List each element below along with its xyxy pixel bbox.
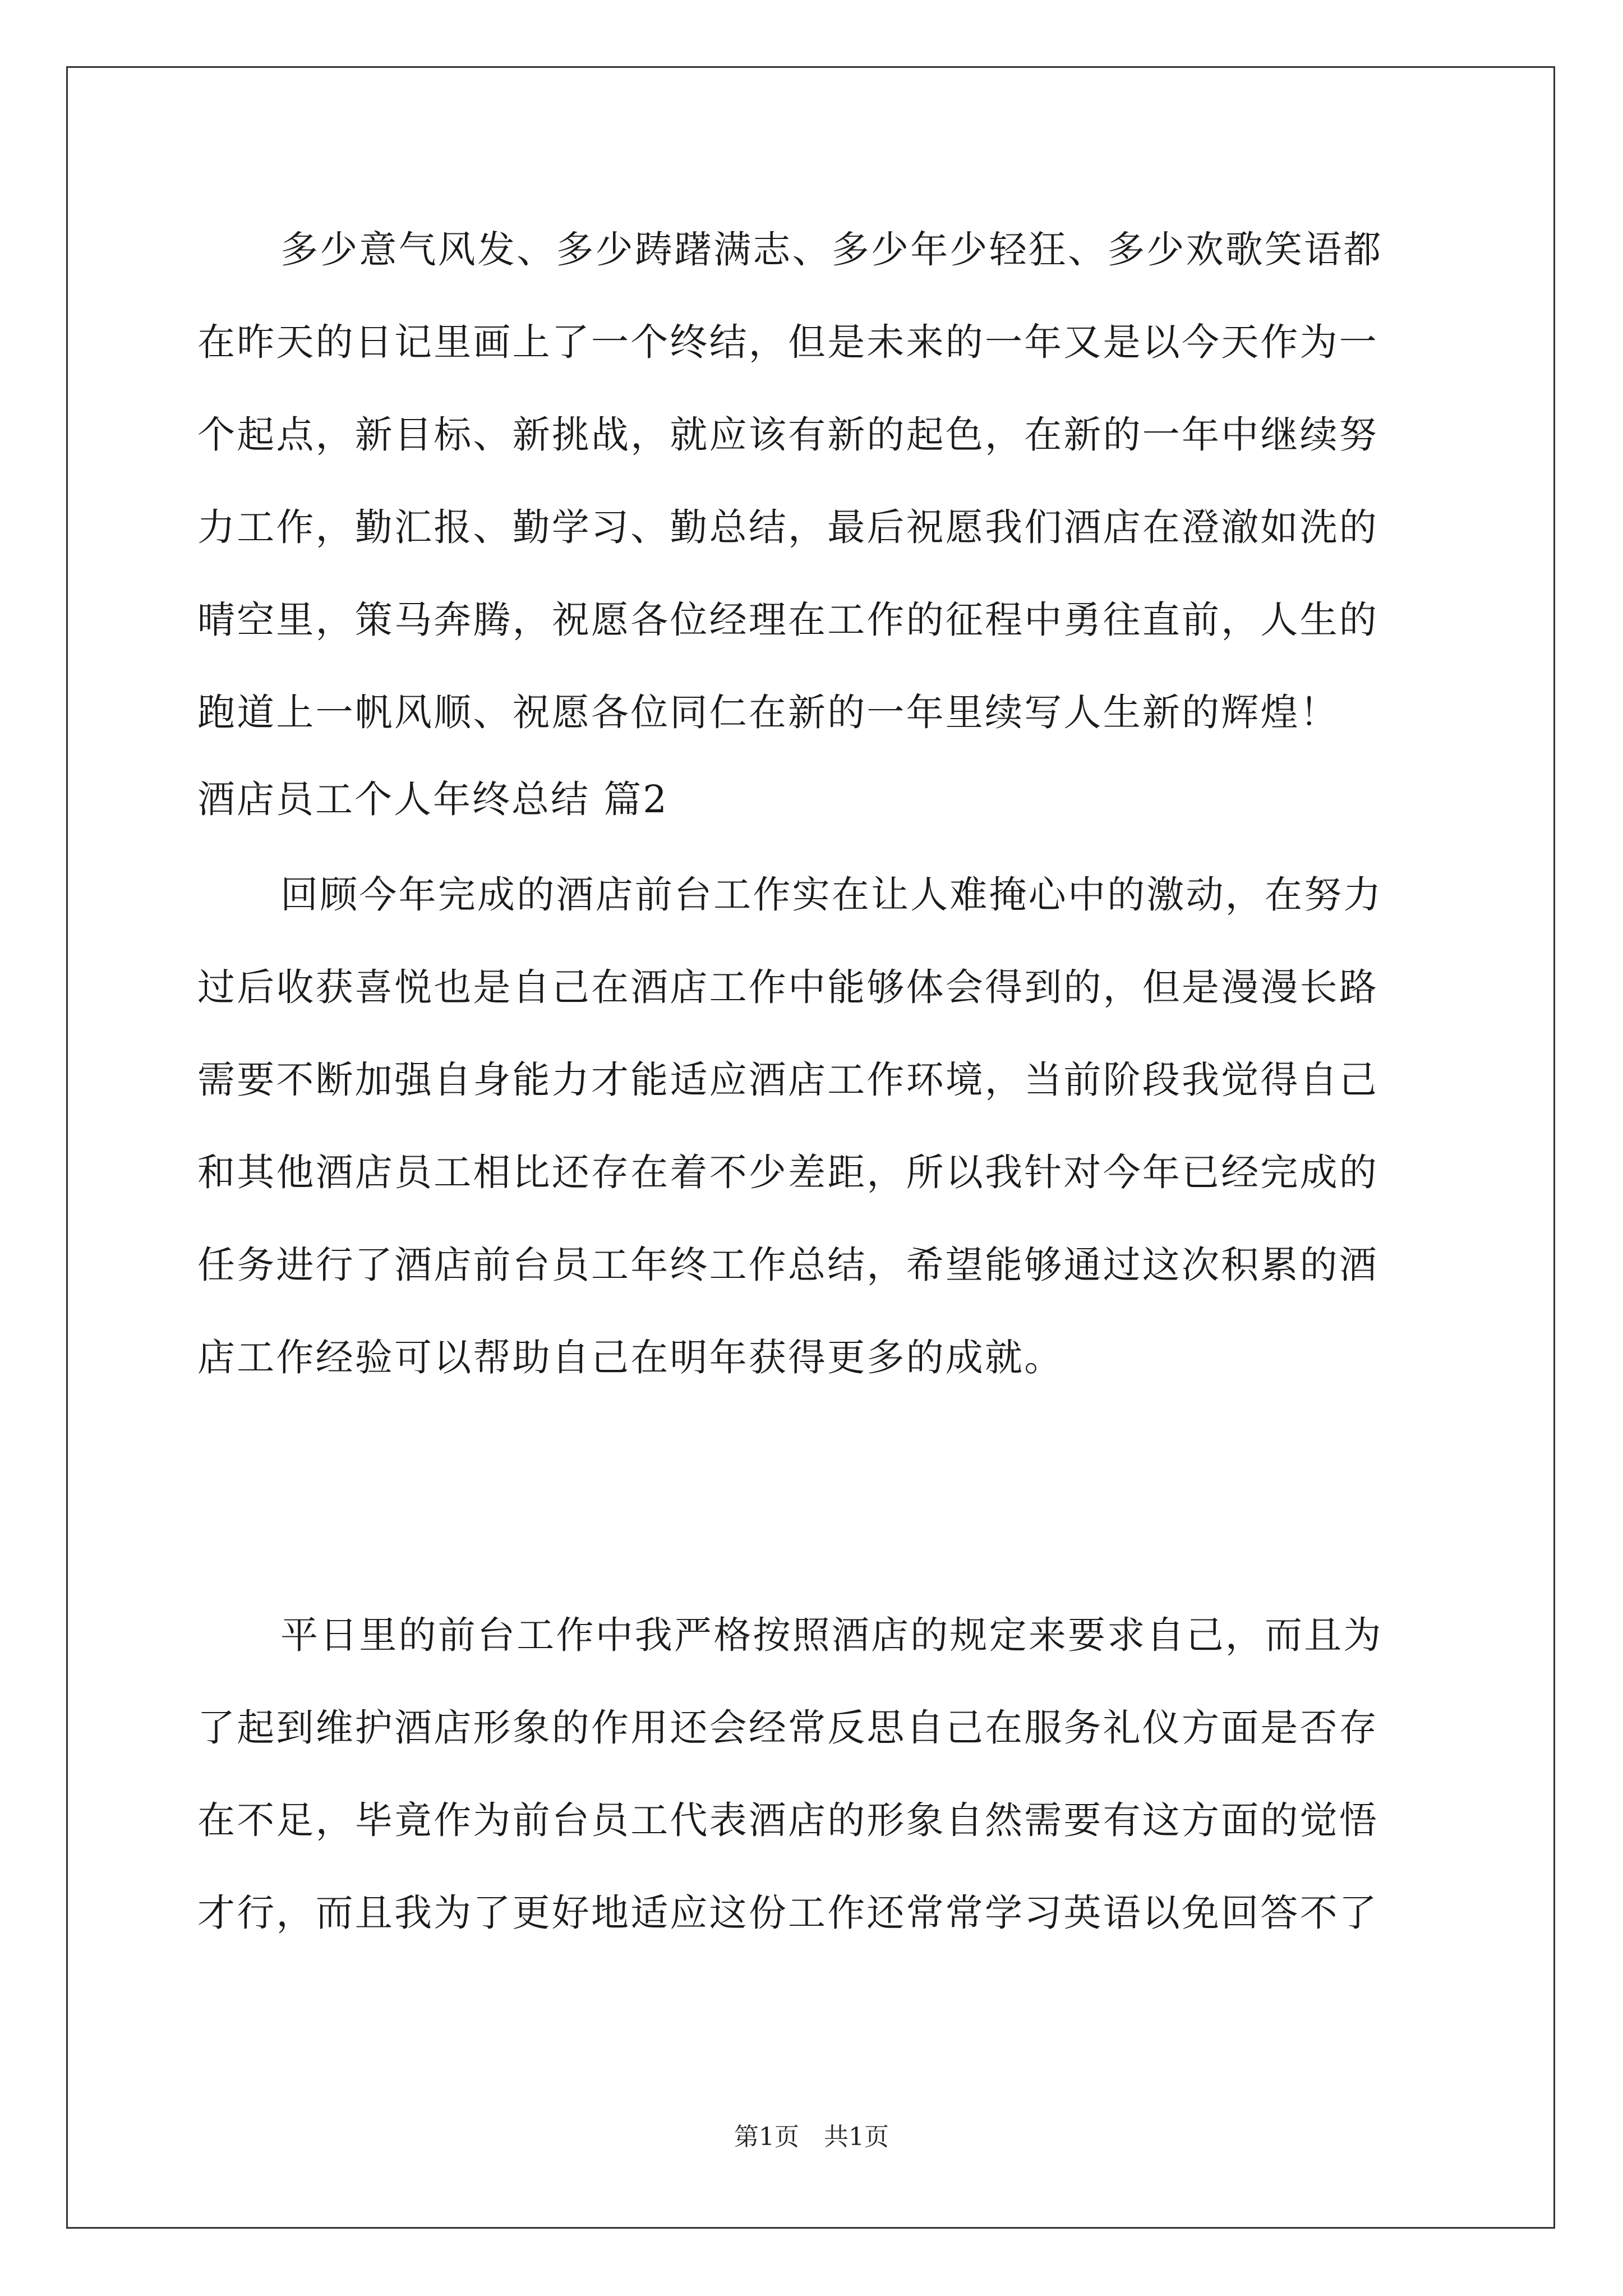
- page-footer: 第1页 共1页: [734, 2123, 889, 2151]
- paragraph-1-line-6: 跑道上一帆风顺、祝愿各位同仁在新的一年里续写人生新的辉煌！: [197, 691, 1339, 734]
- section-heading: 酒店员工个人年终总结 篇2: [197, 777, 668, 821]
- paragraph-1-line-2: 在昨天的日记里画上了一个终结，但是未来的一年又是以今天作为一: [197, 320, 1378, 364]
- paragraph-3-line-1: 平日里的前台工作中我严格按照酒店的规定来要求自己，而且为: [280, 1613, 1383, 1657]
- paragraph-3-line-2: 了起到维护酒店形象的作用还会经常反思自己在服务礼仪方面是否存: [197, 1706, 1378, 1750]
- paragraph-1-line-5: 晴空里，策马奔腾，祝愿各位经理在工作的征程中勇往直前，人生的: [197, 598, 1378, 642]
- paragraph-2-line-5: 任务进行了酒店前台员工年终工作总结，希望能够通过这次积累的酒: [197, 1243, 1378, 1287]
- paragraph-3-line-4: 才行，而且我为了更好地适应这份工作还常常学习英语以免回答不了: [197, 1891, 1378, 1935]
- paragraph-2-line-2: 过后收获喜悦也是自己在酒店工作中能够体会得到的，但是漫漫长路: [197, 965, 1378, 1009]
- paragraph-2-line-4: 和其他酒店员工相比还存在着不少差距，所以我针对今年已经完成的: [197, 1151, 1378, 1194]
- paragraph-1-line-1: 多少意气风发、多少踌躇满志、多少年少轻狂、多少欢歌笑语都: [280, 228, 1383, 272]
- paragraph-1-line-3: 个起点，新目标、新挑战，就应该有新的起色，在新的一年中继续努: [197, 413, 1378, 457]
- paragraph-2-line-1: 回顾今年完成的酒店前台工作实在让人难掩心中的激动，在努力: [280, 873, 1383, 917]
- paragraph-3-line-3: 在不足，毕竟作为前台员工代表酒店的形象自然需要有这方面的觉悟: [197, 1798, 1378, 1842]
- paragraph-1-line-4: 力工作，勤汇报、勤学习、勤总结，最后祝愿我们酒店在澄澈如洗的: [197, 505, 1378, 549]
- paragraph-2-line-6: 店工作经验可以帮助自己在明年获得更多的成就。: [197, 1336, 1064, 1379]
- paragraph-2-line-3: 需要不断加强自身能力才能适应酒店工作环境，当前阶段我觉得自己: [197, 1058, 1378, 1102]
